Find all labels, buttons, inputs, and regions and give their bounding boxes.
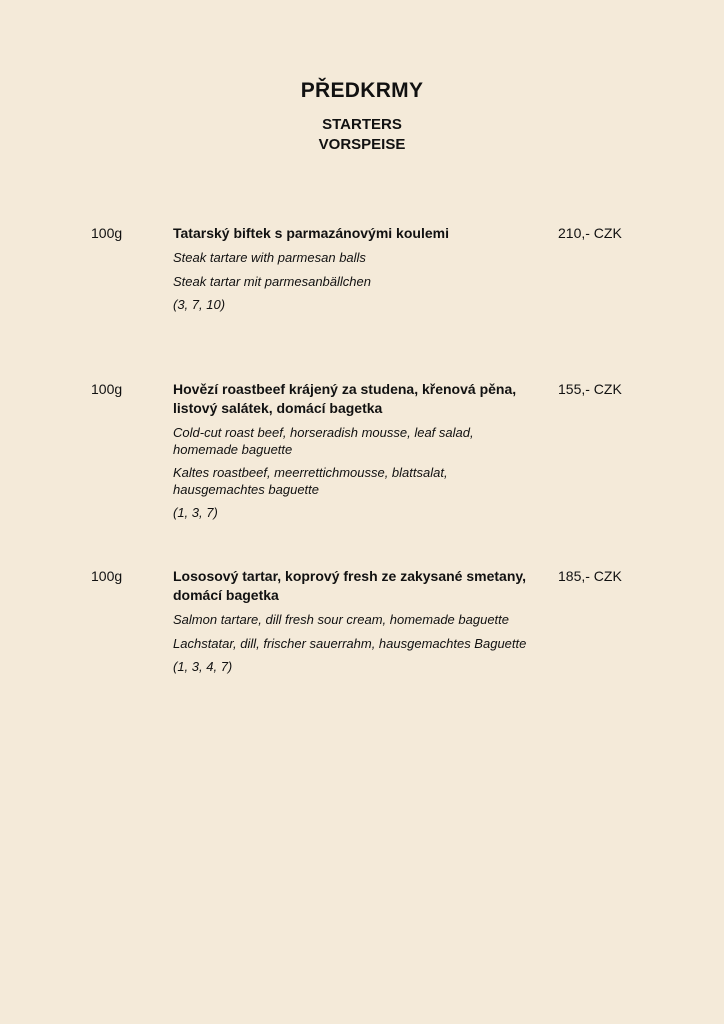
item-description-english: Salmon tartare, dill fresh sour cream, homemade baguette [173,612,510,627]
section-subtitle-english: STARTERS [322,116,402,133]
item-allergens: (1, 3, 7) [173,505,218,520]
item-weight: 100g [91,381,123,397]
item-price: 210,- CZK [558,225,622,241]
item-name: Tatarský biftek s parmazánovými koulemi [173,225,449,241]
item-allergens: (1, 3, 4, 7) [173,659,233,674]
item-price: 185,- CZK [558,568,622,584]
item-details [173,567,533,676]
item-weight: 100g [91,568,123,584]
item-description-english: Steak tartare with parmesan balls [173,250,366,265]
item-details [173,224,533,314]
item-name: Lososový tartar, koprový fresh ze zakysané smetany, domácí bagetka [173,568,527,603]
item-weight: 100g [91,225,123,241]
item-description-english: Cold-cut roast beef, horseradish mousse, leaf salad, homemade baguette [173,425,474,457]
item-name: Hovězí roastbeef krájený za studena, křenová pěna, listový salátek, domácí bagetka [173,381,517,416]
item-description-german: Kaltes roastbeef, meerrettichmousse, blattsalat, hausgemachtes baguette [173,465,448,497]
item-allergens: (3, 7, 10) [173,297,226,312]
section-header [0,78,724,155]
item-details [173,380,533,522]
item-description-german: Steak tartar mit parmesanbällchen [173,273,371,289]
item-description-german: Lachstatar, dill, frischer sauerrahm, hausgemachtes Baguette [173,635,527,651]
item-price: 155,- CZK [558,381,622,397]
section-title: PŘEDKRMY [300,79,424,102]
section-subtitle-german: VORSPEISE [318,136,406,153]
